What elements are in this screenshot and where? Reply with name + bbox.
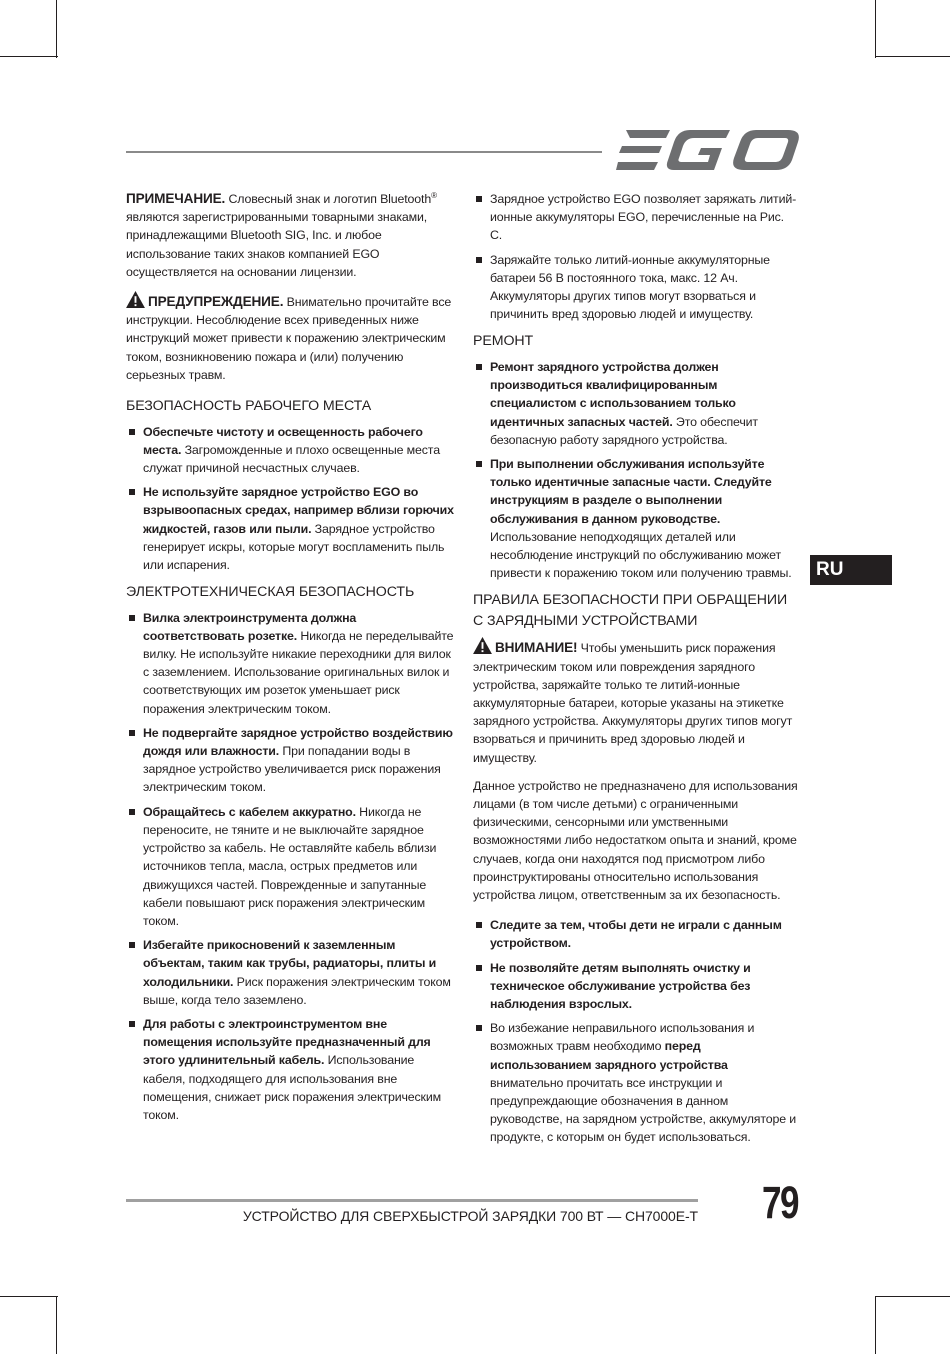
footer-rule <box>126 1199 698 1202</box>
crop-mark <box>0 56 58 57</box>
workplace-list <box>126 423 456 575</box>
caution-text: Чтобы уменьшить риск поражения электрическим током или повреждения зарядного устройства, заряжайте только те литий-ионные аккумуляторные батареи, которые указаны на этикетке зарядного устройства. Аккумуляторы других типов могут взорваться и причинить вред здоровью людей и имуществу. <box>473 641 793 765</box>
right-column <box>473 190 799 1155</box>
crop-mark <box>875 0 876 58</box>
children-list <box>473 916 799 1146</box>
footer-title: УСТРОЙСТВО ДЛЯ СВЕРХБЫСТРОЙ ЗАРЯДКИ 700 ВТ — CH7000E-T <box>242 1208 698 1224</box>
list-item: Вилка электроинструмента должна соответствовать розетке. Никогда не переделывайте вилку. Не используйте никакие переходники для вилок с заземлением. Использование оригинальных вилок и соответствующих им розеток уменьшает риск поражения электрическим током. <box>126 609 456 718</box>
workplace-heading: БЕЗОПАСНОСТЬ РАБОЧЕГО МЕСТА <box>126 398 372 415</box>
left-column <box>126 190 456 1132</box>
note-text-cont: являются зарегистрированными товарными знаками, принадлежащими Bluetooth SIG, Inc. и любое использование таких знаков компанией EGO осуществляется на основании лицензии. <box>126 210 428 279</box>
list-item: Не используйте зарядное устройство EGO во взрывоопасных средах, например вблизи горючих жидкостей, газов или пыли. Зарядное устройство генерирует искры, которые могут воспламенить пыль или испарения. <box>126 483 456 574</box>
warning-title: ПРЕДУПРЕЖДЕНИЕ. <box>148 294 284 310</box>
warning-paragraph <box>126 291 456 384</box>
list-item: Обращайтесь с кабелем аккуратно. Никогда не переносите, не тяните и не выключайте зарядное устройство за кабель. Не оставляйте кабель вблизи источников тепла, масла, острых предметов или движущихся частей. Поврежденные и запутанные кабели повышают риск поражения электрическим током. <box>126 803 456 930</box>
note-title: ПРИМЕЧАНИЕ. <box>126 191 226 206</box>
list-item: Заряжайте только литий-ионные аккумуляторные батареи 56 В постоянного тока, макс. 12 Ач. Аккумуляторы других типов могут взорваться и причинить вред здоровью людей и имуществу. <box>473 251 799 324</box>
charger-info-list <box>473 190 799 323</box>
ego-logo <box>616 128 800 172</box>
registered-mark: ® <box>431 190 437 200</box>
page-number: 79 <box>762 1177 798 1228</box>
crop-mark <box>875 1296 950 1297</box>
crop-mark <box>0 1296 58 1297</box>
language-tab: RU <box>810 555 892 585</box>
list-item: При выполнении обслуживания используйте только идентичные запасные части. Следуйте инструкциям в разделе о выполнении обслуживания в данном руководстве. Использование неподходящих деталей или несоблюдение инструкций по обслуживанию может привести к поражению током или получению травмы. <box>473 455 799 582</box>
repair-heading: РЕМОНТ <box>473 333 534 350</box>
usage-paragraph: Данное устройство не предназначено для использования лицами (в том числе детьми) с ограниченными физическими, сенсорными или умственными возможностями либо недостатком опыта и знаний, кроме случаев, когда они находятся под присмотром либо проинструктированы относительно использования устройства лицом, ответственным за их безопасность. <box>473 778 798 902</box>
list-item: Во избежание неправильного использования и возможных травм необходимо перед использованием зарядного устройства внимательно прочитать все инструкции и предупреждающие обозначения в данном руководстве, на зарядном устройстве, аккумуляторе и продукте, с которым он будет использоваться. <box>473 1019 799 1146</box>
rules-heading: ПРАВИЛА БЕЗОПАСНОСТИ ПРИ ОБРАЩЕНИИ С ЗАРЯДНЫМИ УСТРОЙСТВАМИ <box>473 592 788 629</box>
warning-text: Внимательно прочитайте все инструкции. Несоблюдение всех приведенных ниже инструкций может привести к поражению электрическим током, возникновению пожара и (или) получению серьезных травм. <box>126 295 452 382</box>
crop-mark <box>875 1296 876 1354</box>
list-item: Не позволяйте детям выполнять очистку и техническое обслуживание устройства без наблюдения взрослых. <box>473 959 799 1014</box>
note-paragraph <box>126 190 456 281</box>
list-item: Для работы с электроинструментом вне помещения используйте предназначенный для этого удлинительный кабель. Использование кабеля, подходящего для использования вне помещения, снижает риск поражения электрическим током. <box>126 1015 456 1124</box>
list-item: Ремонт зарядного устройства должен производиться квалифицированным специалистом с использованием только идентичных запасных частей. Это обеспечит безопасную работу зарядного устройства. <box>473 358 799 449</box>
caution-paragraph <box>473 637 799 766</box>
warning-icon <box>473 637 492 654</box>
crop-mark <box>56 0 57 58</box>
list-item: Избегайте прикосновений к заземленным объектам, таким как трубы, радиаторы, плиты и холодильники. Риск поражения электрическим током выше, когда тело заземлено. <box>126 936 456 1009</box>
warning-icon <box>126 291 145 308</box>
list-item: Зарядное устройство EGO позволяет заряжать литий-ионные аккумуляторы EGO, перечисленные на Рис. C. <box>473 190 799 245</box>
crop-mark <box>56 1296 57 1354</box>
repair-list <box>473 358 799 582</box>
caution-title: ВНИМАНИЕ! <box>495 640 578 656</box>
list-item: Обеспечьте чистоту и освещенность рабочего места. Загроможденные и плохо освещенные места служат причиной несчастных случаев. <box>126 423 456 478</box>
header-rule <box>126 151 602 153</box>
list-item: Не подвергайте зарядное устройство воздействию дождя или влажности. При попадании воды в зарядное устройство увеличивается риск поражения электрическим током. <box>126 724 456 797</box>
electrical-list <box>126 609 456 1124</box>
note-text: Словесный знак и логотип Bluetooth <box>225 192 432 206</box>
crop-mark <box>875 56 950 57</box>
list-item: Следите за тем, чтобы дети не играли с данным устройством. <box>473 916 799 952</box>
electrical-heading: ЭЛЕКТРОТЕХНИЧЕСКАЯ БЕЗОПАСНОСТЬ <box>126 584 415 601</box>
